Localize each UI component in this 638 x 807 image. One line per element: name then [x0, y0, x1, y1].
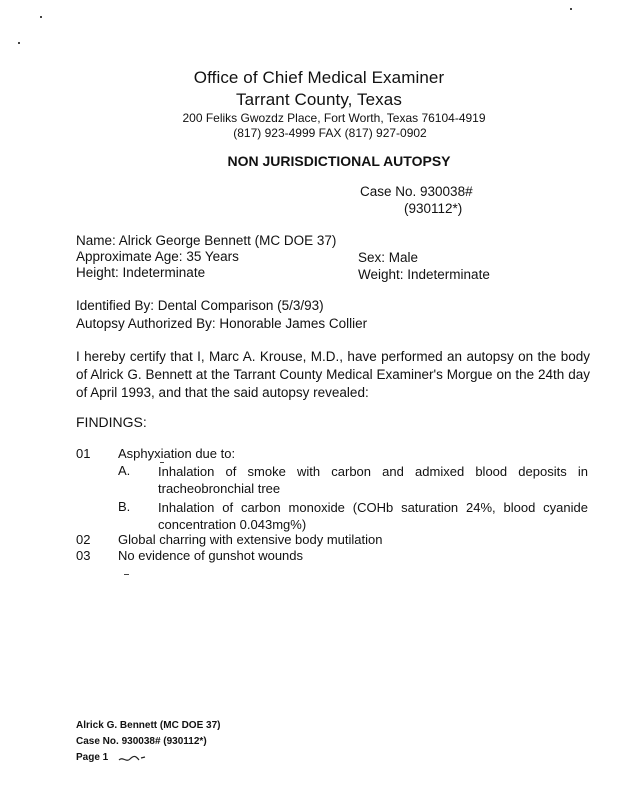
finding-text: No evidence of gunshot wounds — [118, 548, 304, 563]
finding-number: 02 — [76, 532, 91, 547]
office-phone: (817) 923-4999 FAX (817) 927-0902 — [233, 126, 427, 140]
identified-by: Identified By: Dental Comparison (5/3/93) — [76, 298, 324, 313]
subject-height: Height: Indeterminate — [76, 265, 206, 280]
document-title: NON JURISDICTIONAL AUTOPSY — [227, 153, 451, 169]
finding-text: Global charring with extensive body mutilation — [118, 532, 383, 547]
subject-sex: Sex: Male — [358, 250, 419, 265]
office-address: 200 Feliks Gwozdz Place, Fort Worth, Texas 76104-4919 — [182, 111, 486, 125]
county-name: Tarrant County, Texas — [236, 90, 402, 109]
subject-weight: Weight: Indeterminate — [358, 267, 490, 282]
handwritten-mark-icon — [117, 752, 147, 766]
case-number: Case No. 930038# — [360, 184, 473, 199]
finding-number: 01 — [76, 446, 91, 461]
finding-sub-text: Inhalation of smoke with carbon and admixed blood deposits in tracheobronchial tree — [158, 464, 588, 496]
scan-artifact — [18, 42, 20, 44]
case-number-alt: (930112*) — [404, 201, 463, 216]
finding-number: 03 — [76, 548, 91, 563]
subject-age: Approximate Age: 35 Years — [76, 249, 239, 264]
findings-heading: FINDINGS: — [76, 414, 147, 430]
finding-sub-text: Inhalation of carbon monoxide (COHb saturation 24%, blood cyanide concentration 0.043mg%) — [158, 500, 588, 532]
footer-case: Case No. 930038# (930112*) — [76, 736, 207, 747]
finding-sub-letter: A. — [118, 463, 131, 478]
finding-sub-letter: B. — [118, 499, 131, 514]
authorized-by: Autopsy Authorized By: Honorable James Collier — [76, 316, 368, 331]
certification-paragraph: I hereby certify that I, Marc A. Krouse, M.D., have performed an autopsy on the body of Alrick G. Bennett at the Tarrant County Medical Examiner's Morgue on the 24th day of April 1993, and that the said autopsy revealed: — [76, 349, 590, 400]
scan-artifact — [124, 574, 129, 575]
subject-name: Name: Alrick George Bennett (MC DOE 37) — [76, 233, 337, 248]
finding-text: Asphyxiation due to: — [118, 446, 236, 461]
scan-artifact — [570, 8, 572, 10]
scan-artifact — [40, 16, 42, 18]
office-name: Office of Chief Medical Examiner — [193, 68, 445, 87]
footer-name: Alrick G. Bennett (MC DOE 37) — [76, 720, 221, 731]
footer-page: Page 1 — [76, 752, 109, 763]
